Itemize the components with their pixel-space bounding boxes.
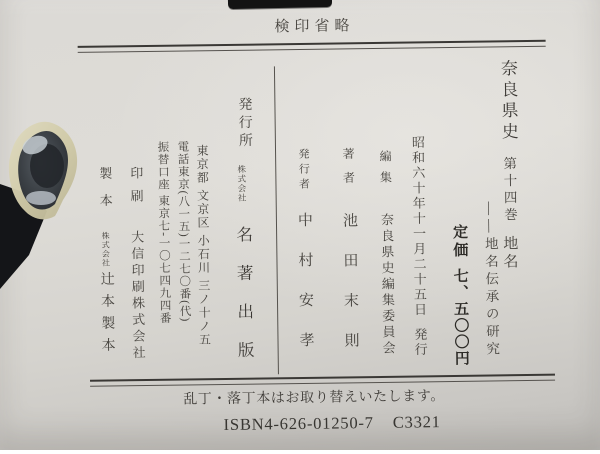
stamp-object xyxy=(0,110,92,302)
volume-number: 第十四巻 xyxy=(501,156,518,225)
book-title: 奈良県史 xyxy=(497,59,518,144)
price-label: 定価 xyxy=(451,223,468,261)
issuer-postal-column: 振替口座 東京七-一〇七四九四番 xyxy=(156,140,171,325)
author-column xyxy=(340,147,359,372)
issuer-name-column xyxy=(233,164,255,380)
publisher-column xyxy=(295,148,314,372)
inspection-omitted-note: 検印省略 xyxy=(274,18,355,36)
subtitle-column: ――地名伝承の研究 xyxy=(482,201,500,360)
editor-column xyxy=(377,150,396,357)
stamp-highlight-bottom xyxy=(26,191,56,205)
replacement-notice: 乱丁・落丁本はお取り替えいたします。 xyxy=(183,389,446,408)
isbn-number: ISBN4-626-01250-7 xyxy=(223,413,374,435)
c-code: C3321 xyxy=(392,412,441,432)
author-label: 著者 xyxy=(340,147,356,196)
printer-name: 大信印刷株式会社 xyxy=(129,230,146,363)
editor-name: 奈良県史編集委員会 xyxy=(378,212,396,357)
issuer-corp-type: 株式会社 xyxy=(236,164,248,203)
isbn-line xyxy=(223,412,440,435)
issuer-label-column: 発行所 xyxy=(236,96,253,151)
binder-column xyxy=(96,166,115,359)
binder-name: 辻本製本 xyxy=(98,271,115,360)
issuer-address-column: 東京都 文京区 小石川 三ノ十ノ五 xyxy=(194,144,212,347)
issue-word: 発行 xyxy=(412,327,428,358)
issue-date-column xyxy=(411,135,427,358)
printer-label: 印刷 xyxy=(128,166,144,213)
bottom-double-rule xyxy=(90,374,555,387)
title-column xyxy=(499,59,519,271)
price-value: 七、五〇〇円 xyxy=(451,267,469,368)
author-name: 池田末則 xyxy=(340,212,359,373)
printer-column xyxy=(127,166,146,362)
binder-label: 製本 xyxy=(97,166,113,221)
publisher-label: 発行者 xyxy=(296,147,310,194)
issuer-phone-column: 電話東京(八一五)一二七〇番(代) xyxy=(176,140,191,323)
issue-date: 昭和六十年十一月二十五日 xyxy=(409,135,428,318)
editor-label: 編集 xyxy=(378,149,393,192)
publisher-name: 中村安孝 xyxy=(295,211,314,373)
binder-corp-type: 株式会社 xyxy=(101,231,111,268)
issuer-name: 名著出版 xyxy=(233,225,255,380)
volume-subject: 地名 xyxy=(501,235,518,272)
section-divider-rule xyxy=(274,66,279,374)
price-column xyxy=(451,224,469,367)
top-double-rule xyxy=(78,40,546,53)
